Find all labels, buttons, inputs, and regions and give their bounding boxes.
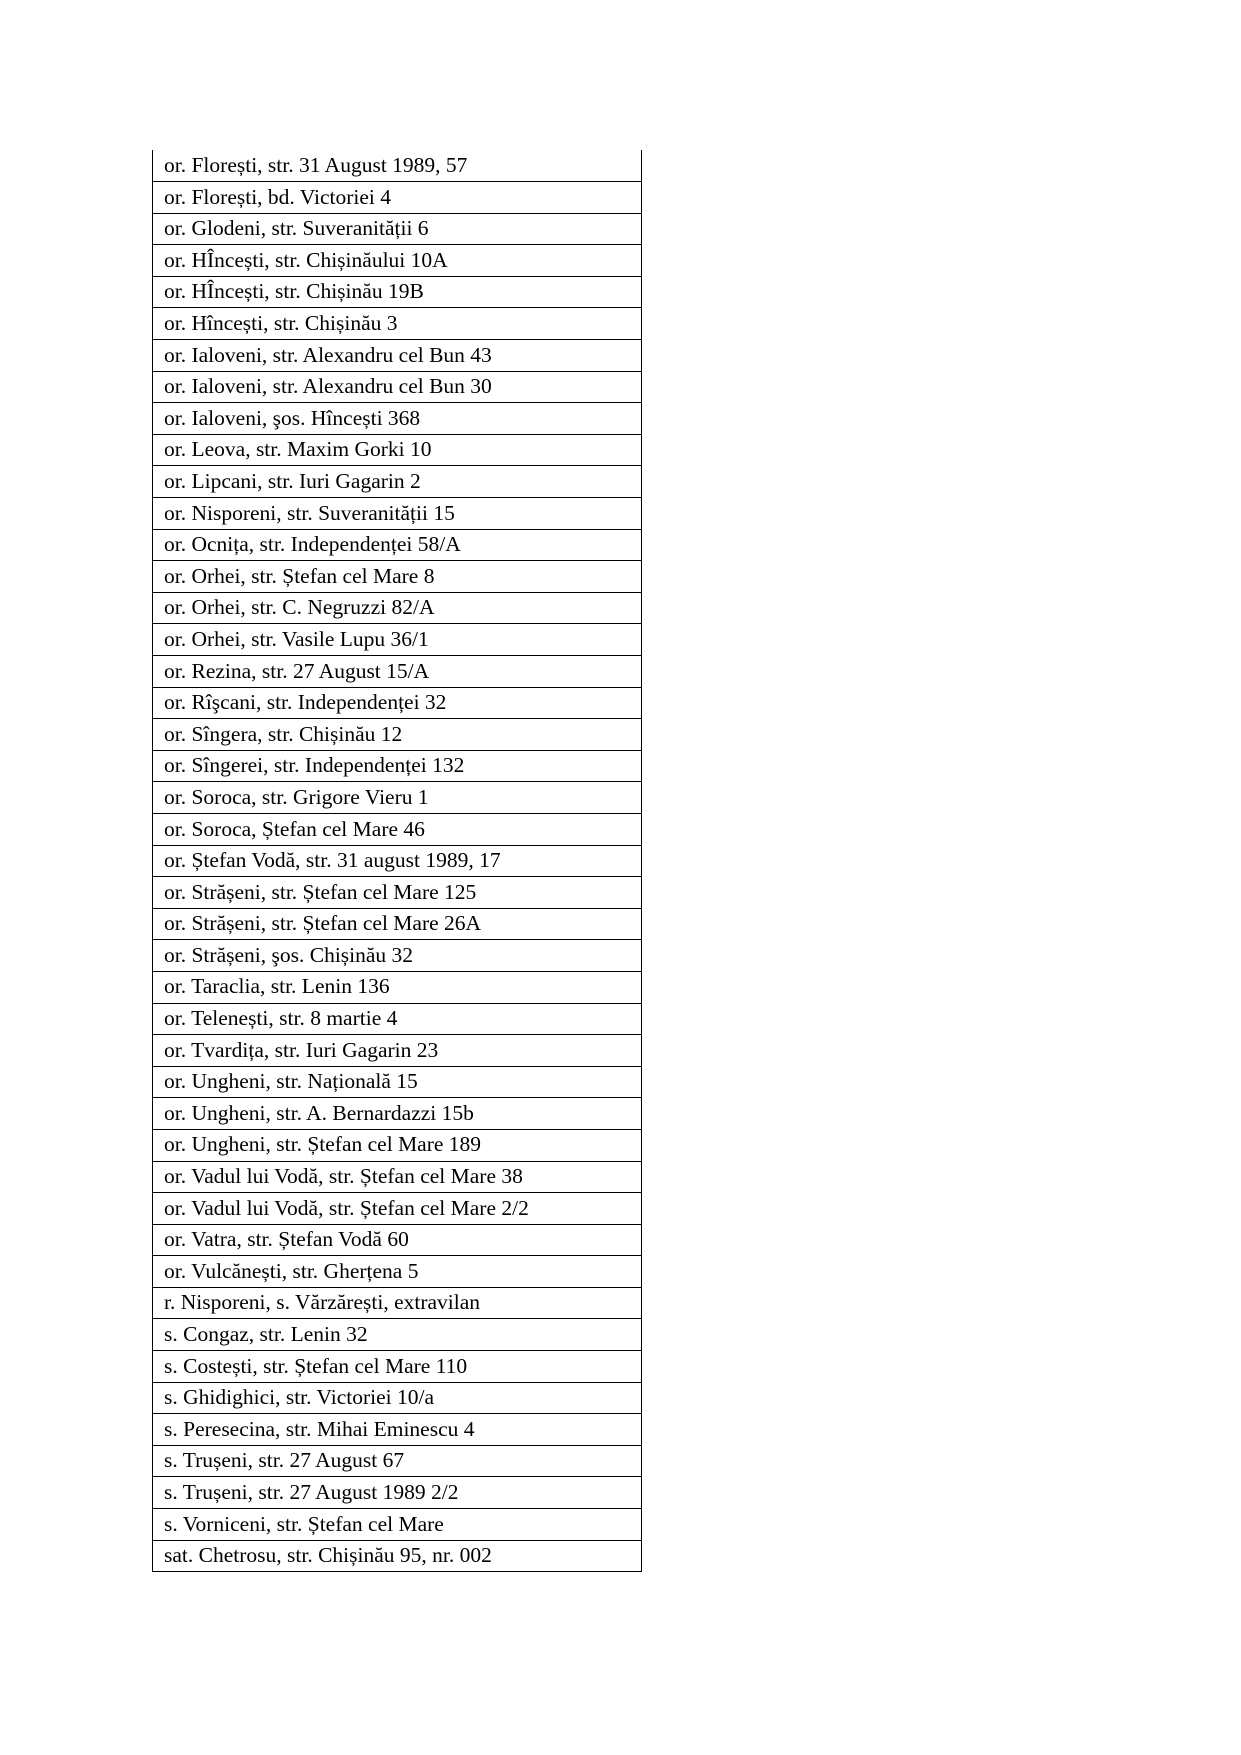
address-cell: or. Strășeni, şos. Chișinău 32 <box>153 940 642 972</box>
table-row <box>153 782 642 814</box>
table-row <box>153 845 642 877</box>
address-cell: or. Ialoveni, str. Alexandru cel Bun 43 <box>153 340 642 372</box>
table-row <box>153 1414 642 1446</box>
address-cell: or. Vatra, str. Ștefan Vodă 60 <box>153 1224 642 1256</box>
table-row <box>153 624 642 656</box>
address-cell: or. Nisporeni, str. Suveranității 15 <box>153 498 642 530</box>
table-row <box>153 1193 642 1225</box>
address-cell: or. Florești, bd. Victoriei 4 <box>153 182 642 214</box>
table-row <box>153 403 642 435</box>
table-row <box>153 498 642 530</box>
table-row <box>153 940 642 972</box>
table-row <box>153 182 642 214</box>
address-cell: or. Sîngera, str. Chișinău 12 <box>153 719 642 751</box>
table-row <box>153 466 642 498</box>
table-row <box>153 908 642 940</box>
table-row <box>153 1098 642 1130</box>
address-cell: or. Florești, str. 31 August 1989, 57 <box>153 150 642 182</box>
table-row <box>153 529 642 561</box>
table-row <box>153 592 642 624</box>
address-cell: or. Strășeni, str. Ștefan cel Mare 125 <box>153 877 642 909</box>
address-cell: or. Ialoveni, str. Alexandru cel Bun 30 <box>153 371 642 403</box>
table-row <box>153 1319 642 1351</box>
address-cell: or. Taraclia, str. Lenin 136 <box>153 971 642 1003</box>
address-table <box>152 150 642 1572</box>
address-cell: s. Ghidighici, str. Victoriei 10/a <box>153 1382 642 1414</box>
table-row <box>153 308 642 340</box>
address-cell: or. Ocnița, str. Independenței 58/A <box>153 529 642 561</box>
table-row <box>153 813 642 845</box>
table-row <box>153 276 642 308</box>
address-cell: or. Ungheni, str. A. Bernardazzi 15b <box>153 1098 642 1130</box>
table-row <box>153 1540 642 1572</box>
address-cell: or. Glodeni, str. Suveranității 6 <box>153 213 642 245</box>
table-row <box>153 561 642 593</box>
table-row <box>153 1066 642 1098</box>
table-row <box>153 719 642 751</box>
table-row <box>153 971 642 1003</box>
table-row <box>153 245 642 277</box>
address-cell: s. Vorniceni, str. Ștefan cel Mare <box>153 1509 642 1541</box>
address-cell: or. Vadul lui Vodă, str. Ștefan cel Mare 2/2 <box>153 1193 642 1225</box>
table-row <box>153 1445 642 1477</box>
address-cell: or. Hîncești, str. Chișinău 3 <box>153 308 642 340</box>
address-cell: s. Trușeni, str. 27 August 1989 2/2 <box>153 1477 642 1509</box>
table-row <box>153 1351 642 1383</box>
table-row <box>153 213 642 245</box>
address-cell: r. Nisporeni, s. Vărzărești, extravilan <box>153 1287 642 1319</box>
table-row <box>153 656 642 688</box>
table-row <box>153 1224 642 1256</box>
address-cell: or. HÎncești, str. Chișinău 19B <box>153 276 642 308</box>
address-cell: or. Leova, str. Maxim Gorki 10 <box>153 434 642 466</box>
table-row <box>153 687 642 719</box>
address-cell: or. Vulcănești, str. Gherțena 5 <box>153 1256 642 1288</box>
address-cell: or. Ungheni, str. Națională 15 <box>153 1066 642 1098</box>
address-cell: or. Strășeni, str. Ștefan cel Mare 26A <box>153 908 642 940</box>
table-row <box>153 1161 642 1193</box>
address-cell: or. Ialoveni, şos. Hîncești 368 <box>153 403 642 435</box>
address-cell: or. Soroca, Ștefan cel Mare 46 <box>153 813 642 845</box>
table-row <box>153 371 642 403</box>
address-cell: or. HÎncești, str. Chișinăului 10A <box>153 245 642 277</box>
table-row <box>153 1256 642 1288</box>
address-cell: or. Lipcani, str. Iuri Gagarin 2 <box>153 466 642 498</box>
address-cell: or. Vadul lui Vodă, str. Ștefan cel Mare 38 <box>153 1161 642 1193</box>
table-row <box>153 1287 642 1319</box>
table-row <box>153 150 642 182</box>
address-cell: or. Telenești, str. 8 martie 4 <box>153 1003 642 1035</box>
address-cell: or. Sîngerei, str. Independenței 132 <box>153 750 642 782</box>
table-row <box>153 1129 642 1161</box>
address-cell: or. Rezina, str. 27 August 15/A <box>153 656 642 688</box>
table-row <box>153 434 642 466</box>
address-cell: or. Ungheni, str. Ștefan cel Mare 189 <box>153 1129 642 1161</box>
address-cell: s. Costești, str. Ștefan cel Mare 110 <box>153 1351 642 1383</box>
address-cell: sat. Chetrosu, str. Chișinău 95, nr. 002 <box>153 1540 642 1572</box>
address-cell: or. Orhei, str. Ștefan cel Mare 8 <box>153 561 642 593</box>
address-cell: or. Ștefan Vodă, str. 31 august 1989, 17 <box>153 845 642 877</box>
address-cell: or. Soroca, str. Grigore Vieru 1 <box>153 782 642 814</box>
address-cell: or. Rîşcani, str. Independenței 32 <box>153 687 642 719</box>
table-row <box>153 1477 642 1509</box>
address-cell: or. Orhei, str. Vasile Lupu 36/1 <box>153 624 642 656</box>
table-row <box>153 1003 642 1035</box>
address-cell: or. Orhei, str. C. Negruzzi 82/A <box>153 592 642 624</box>
table-row <box>153 1035 642 1067</box>
address-table-body <box>153 150 642 1572</box>
table-row <box>153 340 642 372</box>
table-row <box>153 877 642 909</box>
table-row <box>153 1382 642 1414</box>
address-cell: or. Tvardița, str. Iuri Gagarin 23 <box>153 1035 642 1067</box>
table-row <box>153 1509 642 1541</box>
table-row <box>153 750 642 782</box>
address-cell: s. Congaz, str. Lenin 32 <box>153 1319 642 1351</box>
address-cell: s. Peresecina, str. Mihai Eminescu 4 <box>153 1414 642 1446</box>
address-cell: s. Trușeni, str. 27 August 67 <box>153 1445 642 1477</box>
